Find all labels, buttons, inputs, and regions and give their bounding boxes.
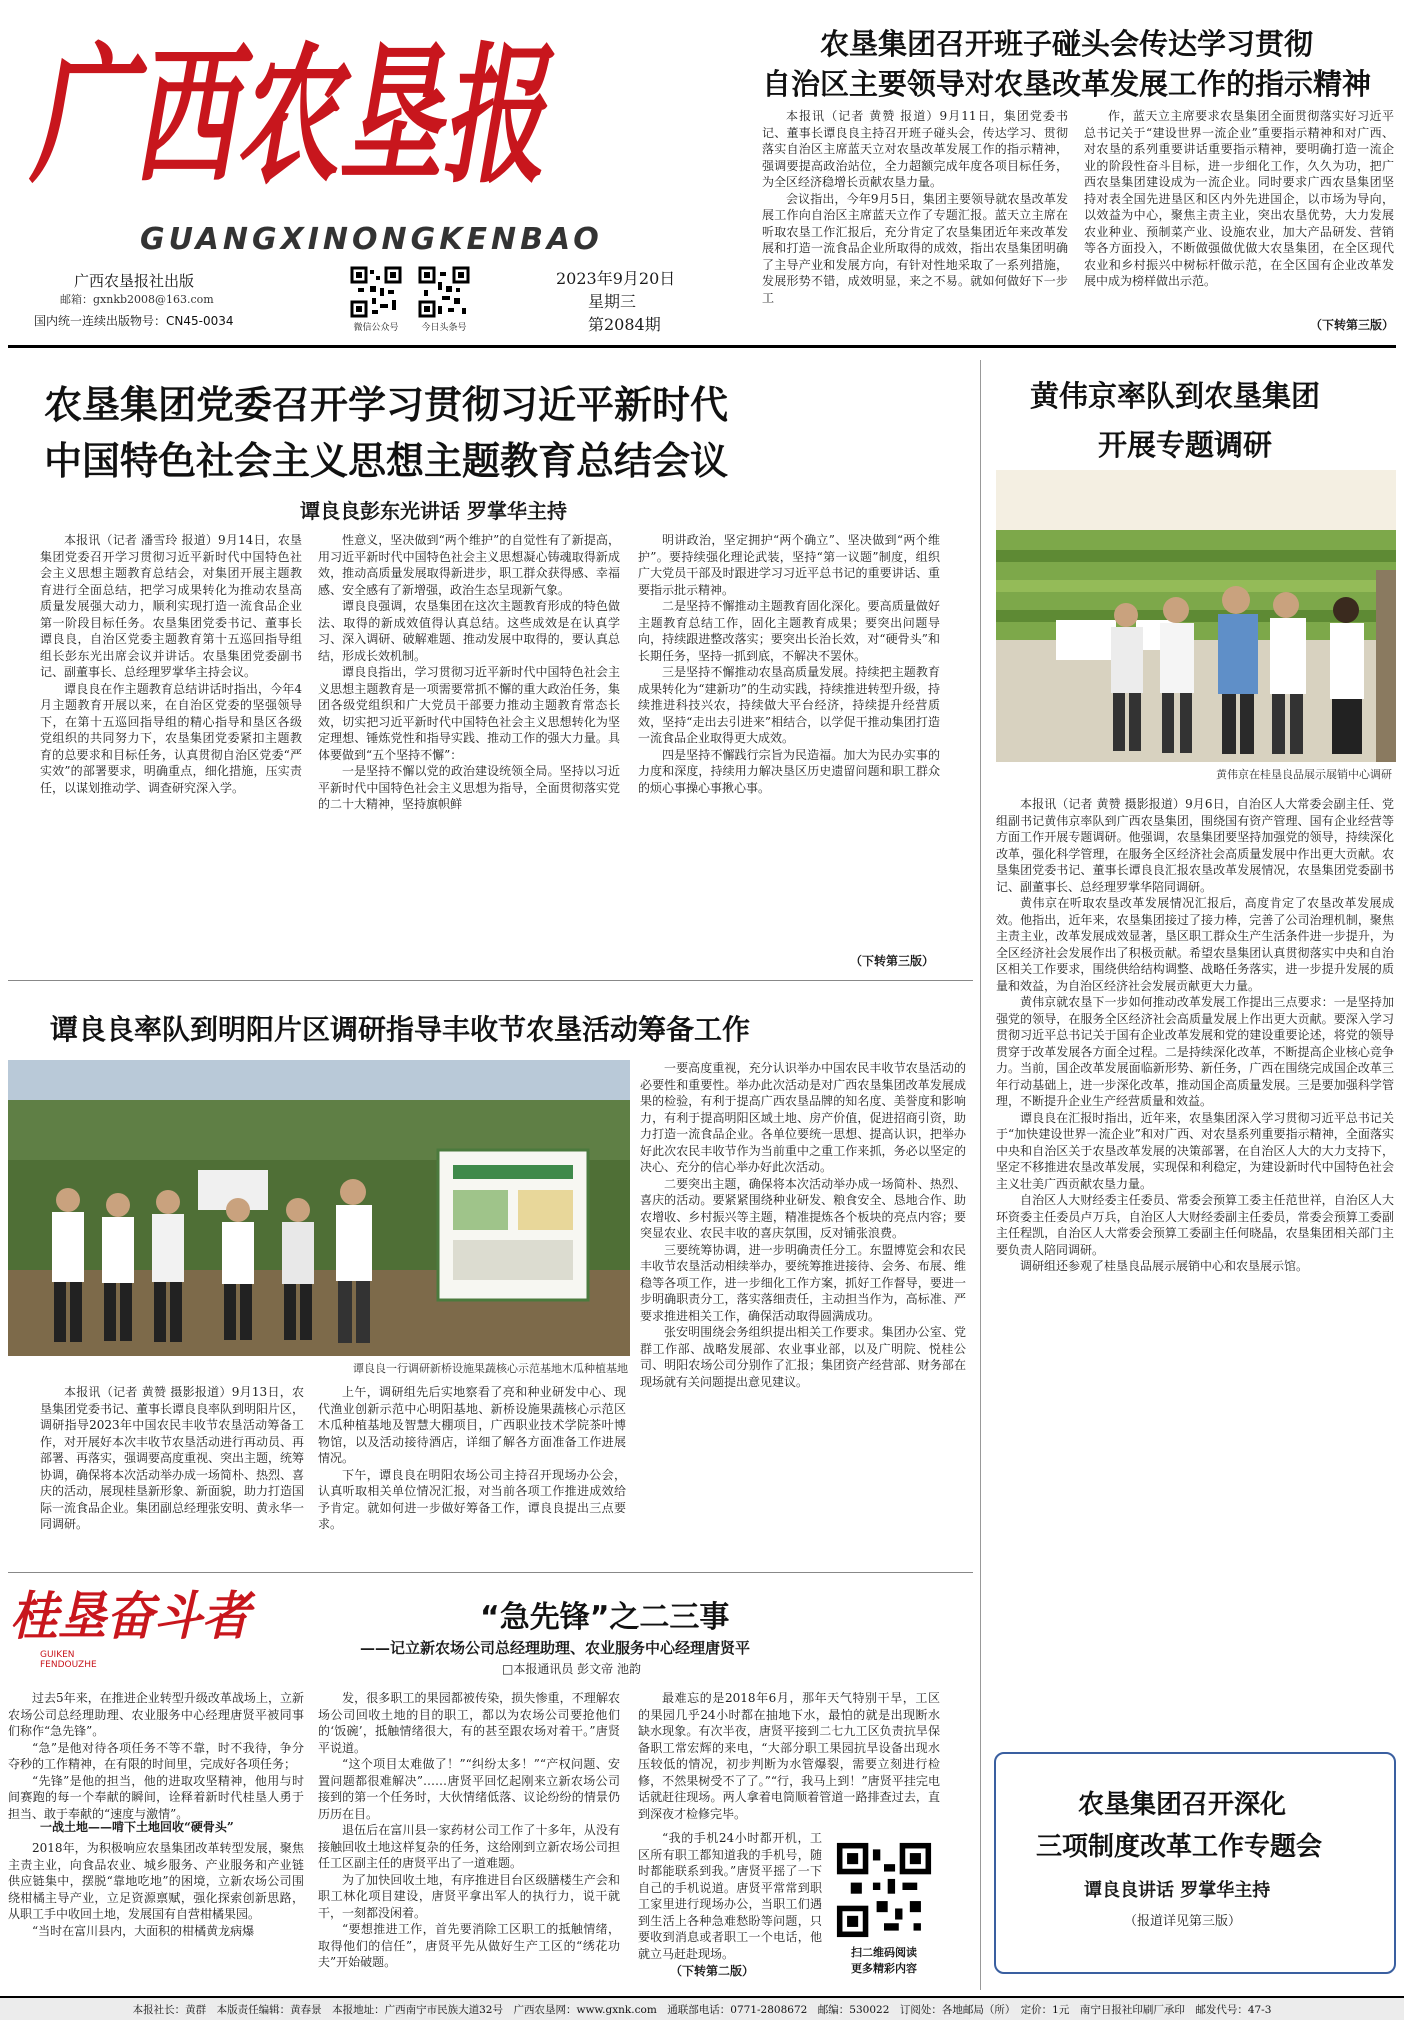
paragraph: 四是坚持不懈践行宗旨为民造福。加大为民办实事的力度和深度，持续用力解决垦区历史遗留问题和职工群众的烦心事操心事揪心事。 [638, 747, 940, 795]
paragraph: “先锋”是他的担当，他的进取攻坚精神，他用与时间赛跑的每一个奉献的瞬间，诠释着新时代桂垦人勇于担当、敢于奉献的“速度与激情”。 [8, 1773, 304, 1821]
issue-number: 第2084期 [588, 315, 661, 334]
qr-code-icon [418, 266, 470, 318]
masthead-title: 广西农垦报 [28, 28, 556, 204]
tan-left-col [40, 1384, 304, 1562]
main-col1 [40, 532, 302, 968]
reform-headline-2: 三项制度改革工作专题会 [1036, 1832, 1323, 1862]
main-subhead: 谭良良彭东光讲话 罗掌华主持 [300, 499, 567, 523]
fendou-subhead: ——记立新农场公司总经理助理、农业服务中心经理唐贤平 [360, 1639, 751, 1657]
paragraph: 明讲政治，坚定拥护“两个确立”、坚决做到“两个维护”。要持续强化理论武装，坚持“第一议题”制度，组织广大党员干部及时跟进学习习近平总书记的重要讲话、重要指示批示精神。 [638, 533, 940, 597]
paragraph: 自治区人大财经委主任委员、常委会预算工委主任范世祥，自治区人大环资委主任委员卢万兵，自治区人大财经委副主任委员，常委会预算工委副主任程凯，自治区人大常委会预算工委副主任何晓晶，农垦集团相关部门主要负责人陪同调研。 [996, 1193, 1394, 1257]
main-col2 [318, 532, 620, 968]
qr-toutiao[interactable] [418, 266, 470, 318]
huang-photo [996, 470, 1396, 762]
paragraph: 张安明围绕会务组织提出相关工作要求。集团办公室、党群工作部、战略发展部、农业事业部，以及广明院、悦桂公司、明阳农场公司分别作了汇报；集团资产经营部、财务部在现场就有关问题提出意见建议。 [640, 1325, 966, 1389]
main-continued[interactable]: （下转第三版） [850, 954, 935, 968]
paragraph: 作，蓝天立主席要求农垦集团全面贯彻落实好习近平总书记关于“建设世界一流企业”重要指示精神和对广西、对农垦的系列重要讲话重要指示精神，要明确打造一流企业的阶段性奋斗目标，进一步细化工作，久久为功，把广西农垦集团建设成为一流企业。同时要求广西农垦集团坚持对表全国先进垦区和区内外先进国企，以市场为导向，以效益为中心，聚焦主责主业，突出农垦优势，大力发展农业种业、预制菜产业、设施农业，加大产品研发、营销等各方面投入，不断做强做优做大农垦集团，在全区现代农业和乡村振兴中树标杆做示范，在全区国有企业改革发展中成为榜样做出示范。 [1084, 109, 1394, 288]
masthead-rule [8, 345, 1396, 348]
paragraph: 三是坚持不懈推动农垦高质量发展。持续把主题教育成果转化为“建新功”的生动实践，持续推进转型升级，持续推进科技兴农，持续做大平台经济，持续提升经营质效，坚持“走出去引进来”相结合，以学促干推动集团打造一流食品企业取得更大成效。 [638, 665, 940, 745]
paragraph: 谭良良指出，学习贯彻习近平新时代中国特色社会主义思想主题教育是一项需要常抓不懈的重大政治任务，集团各级党组织和广大党员干部要力推动主题教育常态长效，切实把习近平新时代中国特色社会主义思想转化为坚定理想、锤炼党性和指导实践、推动工作的强大力量。具体要做到“五个坚持不懈”： [318, 665, 620, 762]
qr-code-icon [836, 1842, 932, 1938]
tan-mid-col [318, 1384, 626, 1562]
issue-weekday: 星期三 [588, 292, 637, 311]
paragraph: 谭良良在汇报时指出，近年来，农垦集团深入学习贯彻习近平总书记关于“加快建设世界一流企业”和对广西、对农垦系列重要指示精神，全面落实中央和自治区关于农垦改革发展的决策部署，在自治区人大的大力支持下，坚定不移推进农垦改革发展，实现保和利稳定，为建设新时代中国特色社会主义壮美广西贡献农垦力量。 [996, 1110, 1394, 1191]
masthead-logo-art [28, 18, 556, 204]
footer-text: 本报社长：黄群 本版责任编辑：黄春景 本报地址：广西南宁市民族大道32号 广西农垦网：www.gxnk.com 通联部电话：0771-2808672 邮编：530022 订阅处：各地邮局（所） 定价：1元 南宁日报社印刷厂承印 邮发代号：47-3 [132, 2004, 1272, 2016]
paragraph: 本报讯（记者 黄赞 报道）9月11日，集团党委书记、董事长谭良良主持召开班子碰头会，传达学习、贯彻落实自治区主席蓝天立对农垦改革发展工作的指示精神，强调要提高政治站位，全力超额完成年度各项目标任务，为全区经济稳增长贡献农垦力量。 [762, 109, 1068, 189]
paragraph: 二是坚持不懈推动主题教育固化深化。要高质量做好主题教育总结工作，固化主题教育成果；要突出问题导向，持续跟进整改落实；要突出长治长效，对“硬骨头”和长期任务，坚持一抓到底，不解决不罢休。 [638, 599, 940, 663]
reform-note: （报道详见第三版） [1124, 1914, 1242, 1929]
tan-photo-caption: 谭良良一行调研新桥设施果蔬核心示范基地木瓜种植基地 [353, 1362, 628, 1375]
paragraph: 三要统筹协调，进一步明确责任分工。东盟博览会和农民丰收节农垦活动相续举办，要统筹推进接待、会务、布展、维稳等各项工作，进一步细化工作方案，抓好工作督导，要进一步明确职责分工，落实落细责任，主动担当作为，高标准、严要求推进相关工作，确保活动取得圆满成功。 [640, 1242, 966, 1323]
tan-photo [8, 1060, 630, 1356]
fendou-logo-pinyin: GUIKEN FENDOUZHE [40, 1650, 97, 1670]
section-rule-2 [8, 1572, 973, 1573]
paragraph: 一是坚持不懈以党的政治建设统领全局。坚持以习近平新时代中国特色社会主义思想为指导，全面贯彻落实党的二十大精神，坚持旗帜鲜 [318, 764, 620, 811]
fendou-col2 [318, 1690, 620, 1980]
huang-body [996, 796, 1394, 1734]
paragraph: “要想推进工作，首先要消除工区职工的抵触情绪，取得他们的信任”，唐贤平先从做好生产工区的“绣花功夫”开始破题。 [318, 1922, 620, 1969]
paragraph: 性意义，坚决做到“两个维护”的自觉性有了新提高，用习近平新时代中国特色社会主义思想凝心铸魂取得新成效，推动高质量发展取得新进步，职工群众获得感、幸福感、安全感有了新增强，政治生态呈现新气象。 [318, 533, 620, 597]
paragraph: 本报讯（记者 潘雪玲 报道）9月14日，农垦集团党委召开学习贯彻习近平新时代中国特色社会主义思想主题教育总结会，对集团开展主题教育进行全面总结，把学习成果转化为推动农垦高质量发展强大动力，顺利实现打造一流食品企业第一阶段目标任务。农垦集团党委书记、董事长谭良良，自治区党委主题教育第十五巡回指导组组长彭东光出席会议并讲话。农垦集团党委副书记、副董事长、总经理罗掌华主持会议。 [40, 533, 302, 679]
issue-date: 2023年9月20日 [556, 269, 676, 288]
fendou-byline: □本报通讯员 彭文帝 池韵 [502, 1662, 641, 1676]
fendou-logo-art [8, 1582, 258, 1652]
top-story-continued[interactable]: （下转第三版） [1310, 318, 1395, 332]
fendou-section-title: 一战土地——啃下土地回收“硬骨头” [40, 1820, 234, 1834]
fendou-qr[interactable] [836, 1842, 932, 1938]
publisher-email: 邮箱：gxnkb2008@163.com [60, 293, 214, 306]
masthead-pinyin: GUANGXINONGKENBAO [140, 222, 603, 257]
paragraph: 退伍后在富川县一家药材公司工作了十多年，从没有接触回收土地这样复杂的任务，这给刚到立新农场公司担任工区副主任的唐贤平出了一道难题。 [318, 1823, 620, 1870]
huang-headline-2[interactable]: 开展专题调研 [1098, 428, 1273, 462]
tan-right-col [640, 1060, 966, 1560]
serial-number: 国内统一连续出版物号：CN45-0034 [34, 314, 234, 328]
paragraph: 上午，调研组先后实地察看了亮和种业研发中心、现代渔业创新示范中心明阳基地、新桥设施果蔬核心示范区木瓜种植基地及智慧大棚项目，广西职业技术学院茶叶博物馆，以及活动接待酒店，详细了解各方面准备工作进展情况。 [318, 1385, 626, 1465]
footer-bar [0, 1996, 1404, 2020]
masthead-logo [28, 18, 556, 204]
paragraph: 调研组还参观了桂垦良品展示展销中心和农垦展示馆。 [1020, 1259, 1309, 1273]
paragraph: 谭良良强调，农垦集团在这次主题教育形成的特色做法、取得的新成效值得认真总结。这些成效是在认真学习、深入调研、破解难题、推动发展中取得的，要认真总结，形成长效机制。 [318, 599, 620, 663]
photo-field-inspection [8, 1060, 630, 1356]
qr-code-icon [350, 266, 402, 318]
paragraph: “我的手机24小时都开机，工区所有职工都知道我的手机号，随时都能联系到我。”唐贤平摇了一下自己的手机说道。唐贤平常常到职工家里进行现场办公，当职工们遇到生活上各种急难愁盼等问题，只要收到消息或者职工一个电话，他就立马赶赴现场。 [638, 1831, 822, 1961]
reform-box[interactable] [994, 1752, 1396, 1974]
paragraph: 发，很多职工的果园都被传染，损失惨重，不理解农场公司回收土地的目的职工，都以为农场公司要抢他们的‘饭碗’，抵触情绪很大，有的甚至跟农场对着干。”唐贤平说道。 [318, 1691, 620, 1755]
paragraph: 会议指出，今年9月5日，集团主要领导就农垦改革发展工作向自治区主席蓝天立作了专题汇报。蓝天立主席在听取农垦工作汇报后，充分肯定了农垦集团近年来改革发展和打造一流食品企业所取得的成效，指出农垦集团明确了主导产业和发展方向，有针对性地采取了一系列措施，发展形势不错，成效明显，来之不易。就如何做好下一步工 [762, 191, 1068, 305]
top-headline-2[interactable]: 自治区主要领导对农垦改革发展工作的指示精神 [762, 67, 1372, 101]
paragraph: 本报讯（记者 黄赞 摄影报道）9月13日，农垦集团党委书记、董事长谭良良率队到明阳片区，调研指导2023年中国农民丰收节农垦活动筹备工作，对开展好本次丰收节农垦活动进行再动员、再部署、再落实，强调要高度重视、突出主题，统筹协调，确保将本次活动举办成一场简朴、热烈、喜庆的活动，展现桂垦新形象、新面貌，助力打造国际一流食品企业。集团副总经理张安明、黄永华一同调研。 [40, 1385, 305, 1531]
paragraph: 2018年，为积极响应农垦集团改革转型发展，聚焦主责主业，向食品农业、城乡服务、产业服务和产业链供应链集中，摆脱“靠地吃地”的困境，立新农场公司围绕柑橘主导产业，立足资源禀赋，强化探索创新思路，从职工手中收回土地，发展国有自营柑橘果园。 [8, 1841, 304, 1921]
reform-headline-1: 农垦集团召开深化 [1078, 1790, 1287, 1820]
paragraph: 二要突出主题，确保将本次活动举办成一场简朴、热烈、喜庆的活动。要紧紧围绕种业研发、粮食安全、恳地合作、助农增收、乡村振兴等主题，精准提炼各个板块的亮点内容；要突显农业、农民丰收的喜庆氛围，反对铺张浪费。 [640, 1176, 966, 1240]
reform-subhead: 谭良良讲话 罗掌华主持 [1084, 1880, 1271, 1901]
paragraph: 下午，谭良良在明阳农场公司主持召开现场办公会，认真听取相关单位情况汇报，对当前各项工作推进成效给予肯定。就如何进一步做好筹备工作，谭良良提出三点要求。 [318, 1467, 626, 1531]
fendou-logo [8, 1582, 258, 1652]
qr-wechat[interactable] [350, 266, 402, 318]
paragraph: 谭良良在作主题教育总结讲话时指出，今年4月主题教育开展以来，在自治区党委的坚强领导下，在第十五巡回指导组的精心指导和垦区各级党组织的共同努力下，农垦集团党委紧扣主题教育的总要求和目标任务，认真贯彻自治区党委“严实效”的部署要求，明确重点，细化措施，压实责任，以谋划推动学、调查研究深入学。 [40, 681, 302, 795]
paragraph: “急”是他对待各项任务不等不靠，时不我待，争分夺秒的工作精神，在有限的时间里，完成好各项任务； [8, 1740, 304, 1771]
paragraph: 最难忘的是2018年6月，那年天气特别干旱，工区的果园几乎24小时都在抽地下水，最怕的就是出现断水缺水现象。有次半夜，唐贤平接到二七九工区负责抗旱保备职工常宏辉的来电，“大部分职工果园抗旱设备出现水压较低的情况，初步判断为水管爆裂，需要立刻进行检修，不然果树受不了了。”“行，我马上到！”唐贤平挂完电话就赶往现场。两人拿着电筒顺着管道一路排查过去，直到深夜才检修完毕。 [638, 1691, 940, 1821]
qr-wechat-label: 微信公众号 [353, 323, 399, 333]
main-headline-1[interactable]: 农垦集团党委召开学习贯彻习近平新时代 [44, 383, 729, 427]
column-divider [980, 360, 981, 1990]
qr-toutiao-label: 今日头条号 [421, 323, 467, 333]
tan-headline[interactable]: 谭良良率队到明阳片区调研指导丰收节农垦活动筹备工作 [50, 1013, 751, 1046]
paragraph: 为了加快回收土地，有序推进目台区级膳楼生产会和职工林化项目建设，唐贤平拿出军人的执行力，说干就干，一刻都没闲着。 [318, 1872, 620, 1920]
publisher: 广西农垦报社出版 [74, 272, 195, 290]
paragraph: 黄伟京在听取农垦改革发展情况汇报后，高度肯定了农垦改革发展成效。他指出，近年来，农垦集团接过了接力棒，完善了公司治理机制，聚焦主责主业，改革发展成效显著，垦区职工群众生产生活条件进一步提升，为全区经济社会发展作出了积极贡献。希望农垦集团认真贯彻落实中央和自治区相关工作要求，围绕供给结构调整、战略任务落实，进一步提升发展的质量和效益，为自治区经济社会发展贡献更大力量。 [996, 896, 1394, 993]
huang-headline-1[interactable]: 黄伟京率队到农垦集团 [1030, 379, 1321, 413]
fendou-qr-caption-1: 扫二维码阅读 [851, 1946, 917, 1959]
fendou-continued[interactable]: （下转第二版） [670, 1964, 755, 1978]
huang-photo-caption: 黄伟京在桂垦良品展示展销中心调研 [1216, 768, 1392, 781]
paragraph: 一要高度重视，充分认识举办中国农民丰收节农垦活动的必要性和重要性。举办此次活动是对广西农垦集团改革发展成果的检验，有利于提高广西农垦品牌的知名度、美誉度和影响力，有利于提高明阳区域土地、房产价值，促进招商引资，助力打造一流食品企业。各单位要统一思想、提高认识，把举办好此次农民丰收节作为当前重中之重工作来抓，务必以坚定的决心、充分的信心举办好此次活动。 [640, 1061, 966, 1174]
fendou-headline[interactable]: “急先锋”之二三事 [480, 1600, 730, 1635]
paragraph: 过去5年来，在推进企业转型升级改革战场上，立新农场公司总经理助理、农业服务中心经理唐贤平被同事们称作“急先锋”。 [8, 1691, 304, 1738]
paragraph: “当时在富川县内，大面积的柑橘黄龙病爆 [32, 1923, 255, 1938]
paragraph: 黄伟京就农垦下一步如何推动改革发展工作提出三点要求：一是坚持加强党的领导，在服务全区经济社会高质量发展上作出更大贡献。要深入学习贯彻习近平总书记关于国有企业改革发展和党的建设重要论述，将党的领导贯穿于改革发展各方面全过程。二是持续深化改革，不断提高企业核心竞争力。当前，国企改革发展面临新形势、新任务，广西在围绕完成国企改革三年行动基础上，进一步深化改革，推动国企高质量发展。三是要加强科学管理，不断提升企业生产经营质量和效益。 [996, 995, 1394, 1108]
main-headline-2[interactable]: 中国特色社会主义思想主题教育总结会议 [44, 439, 729, 483]
paragraph: 本报讯（记者 黄赞 摄影报道）9月6日，自治区人大常委会副主任、党组副书记黄伟京率队到广西农垦集团，围绕国有资产管理、国有企业经营等方面工作开展专题调研。他强调，农垦集团要坚持加强党的领导，持续深化改革，强化科学管理，在服务全区经济社会高质量发展中作出更大贡献。农垦集团党委书记、董事长谭良良汇报农垦改革发展情况，农垦集团党委副书记、副董事长、总经理罗掌华陪同调研。 [996, 797, 1394, 894]
main-col3 [638, 532, 940, 950]
section-rule [8, 980, 973, 981]
fendou-col1b [8, 1840, 304, 1980]
top-story-col2 [1084, 108, 1394, 314]
fendou-qr-caption-2: 更多精彩内容 [851, 1962, 917, 1975]
fendou-logo-text: 桂垦奋斗者 [10, 1586, 257, 1647]
paragraph: “这个项目太难做了！”“纠纷太多！”“产权问题、安置问题都很难解决”……唐贤平回忆起刚来立新农场公司接到的第一个任务时，大伙情绪低落、议论纷纷的情景仍历历在目。 [318, 1757, 620, 1821]
photo-showroom-visit [996, 470, 1396, 762]
top-story-col1 [762, 108, 1068, 332]
fendou-col3 [638, 1690, 940, 1830]
fendou-col3b [638, 1830, 822, 1960]
fendou-col1 [8, 1690, 304, 1821]
top-headline-1[interactable]: 农垦集团召开班子碰头会传达学习贯彻 [820, 27, 1314, 61]
